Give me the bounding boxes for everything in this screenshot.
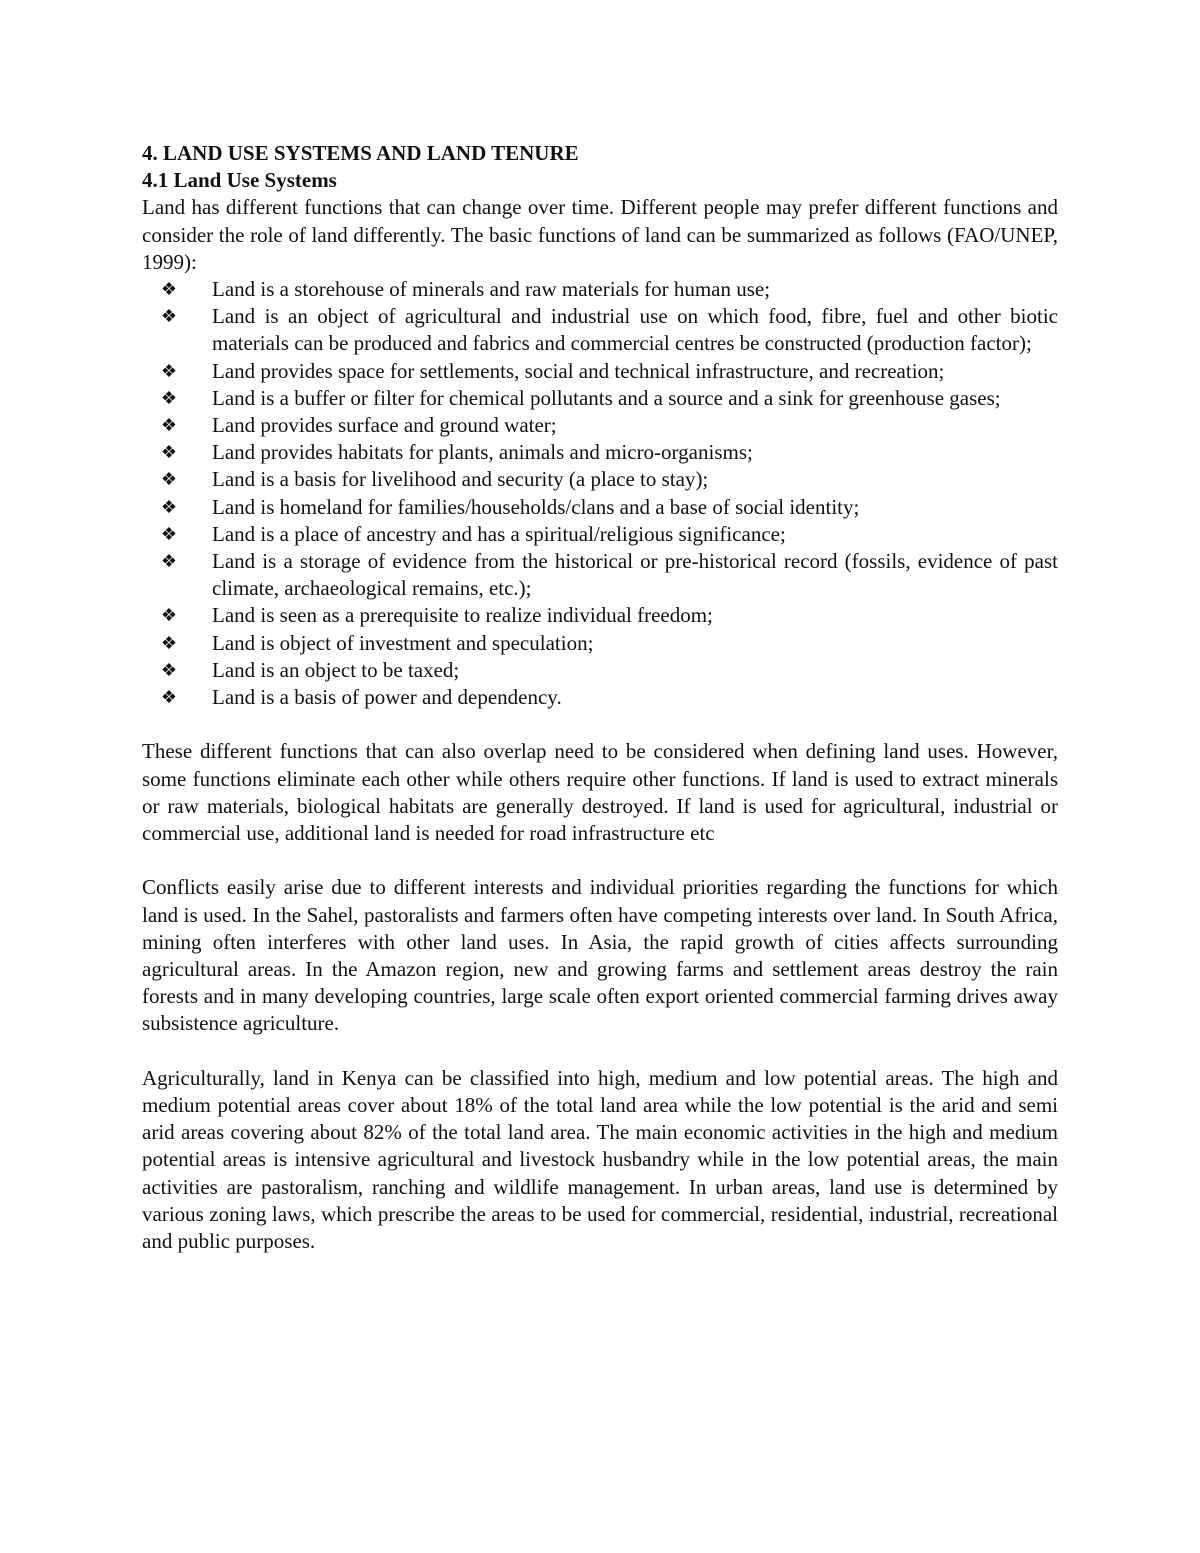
body-paragraph: These different functions that can also overlap need to be considered when defining land uses. However, some functions eliminate each other while others require other functions. If land is used to extract minerals or raw materials, biological habitats are generally destroyed. If land is used for agricultural, industrial or commercial use, additional land is needed for road infrastructure etc	[142, 739, 1058, 846]
land-functions-list	[142, 276, 1058, 711]
list-item: ❖ Land is a buffer or filter for chemical pollutants and a source and a sink for greenhouse gases;	[142, 385, 1058, 412]
list-item: ❖ Land is an object of agricultural and industrial use on which food, fibre, fuel and other biotic materials can be produced and fabrics and commercial centres be constructed (production factor);	[142, 303, 1058, 357]
list-item: ❖ Land is a basis of power and dependency.	[142, 684, 1058, 711]
list-item: ❖ Land provides surface and ground water;	[142, 412, 1058, 439]
four-diamond-bullet-icon: ❖	[160, 496, 178, 517]
list-item: ❖ Land provides space for settlements, social and technical infrastructure, and recreation;	[142, 358, 1058, 385]
body-paragraph: Agriculturally, land in Kenya can be classified into high, medium and low potential areas. The high and medium potential areas cover about 18% of the total land area while the low potential is the arid and semi arid areas covering about 82% of the total land area. The main economic activities in the high and medium potential areas is intensive agricultural and livestock husbandry while in the low potential areas, the main activities are pastoralism, ranching and wildlife management. In urban areas, land use is determined by various zoning laws, which prescribe the areas to be used for commercial, residential, industrial, recreational and public purposes.	[142, 1065, 1058, 1254]
four-diamond-bullet-icon: ❖	[160, 442, 178, 463]
four-diamond-bullet-icon: ❖	[160, 659, 178, 680]
list-item: ❖ Land is a basis for livelihood and security (a place to stay);	[142, 466, 1058, 493]
four-diamond-bullet-icon: ❖	[160, 306, 178, 327]
four-diamond-bullet-icon: ❖	[160, 360, 178, 381]
subsection-heading: 4.1 Land Use Systems	[142, 168, 337, 193]
list-item: ❖ Land provides habitats for plants, animals and micro-organisms;	[142, 439, 1058, 466]
list-item: ❖ Land is an object to be taxed;	[142, 657, 1058, 684]
paragraph-spacer	[142, 711, 1058, 738]
four-diamond-bullet-icon: ❖	[160, 551, 178, 572]
paragraph-spacer	[142, 1038, 1058, 1065]
four-diamond-bullet-icon: ❖	[160, 523, 178, 544]
list-item: ❖ Land is seen as a prerequisite to realize individual freedom;	[142, 602, 1058, 629]
body-paragraph: Conflicts easily arise due to different interests and individual priorities regarding the functions for which land is used. In the Sahel, pastoralists and farmers often have competing interests over land. In South Africa, mining often interferes with other land uses. In Asia, the rapid growth of cities affects surrounding agricultural areas. In the Amazon region, new and growing farms and settlement areas destroy the rain forests and in many developing countries, large scale often export oriented commercial farming drives away subsistence agriculture.	[142, 875, 1058, 1036]
four-diamond-bullet-icon: ❖	[160, 605, 178, 626]
four-diamond-bullet-icon: ❖	[160, 279, 178, 300]
list-item: ❖ Land is a storage of evidence from the historical or pre-historical record (fossils, evidence of past climate, archaeological remains, etc.);	[142, 548, 1058, 602]
intro-paragraph: Land has different functions that can change over time. Different people may prefer different functions and consider the role of land differently. The basic functions of land can be summarized as follows (FAO/UNEP, 1999):	[142, 195, 1058, 274]
four-diamond-bullet-icon: ❖	[160, 632, 178, 653]
four-diamond-bullet-icon: ❖	[160, 687, 178, 708]
list-item: ❖ Land is a storehouse of minerals and raw materials for human use;	[142, 276, 1058, 303]
four-diamond-bullet-icon: ❖	[160, 387, 178, 408]
list-item: ❖ Land is homeland for families/households/clans and a base of social identity;	[142, 494, 1058, 521]
four-diamond-bullet-icon: ❖	[160, 469, 178, 490]
four-diamond-bullet-icon: ❖	[160, 415, 178, 436]
document-page	[142, 140, 1058, 1255]
list-item: ❖ Land is a place of ancestry and has a spiritual/religious significance;	[142, 521, 1058, 548]
paragraph-spacer	[142, 847, 1058, 874]
section-heading: 4. LAND USE SYSTEMS AND LAND TENURE	[142, 141, 579, 165]
list-item: ❖ Land is object of investment and speculation;	[142, 630, 1058, 657]
